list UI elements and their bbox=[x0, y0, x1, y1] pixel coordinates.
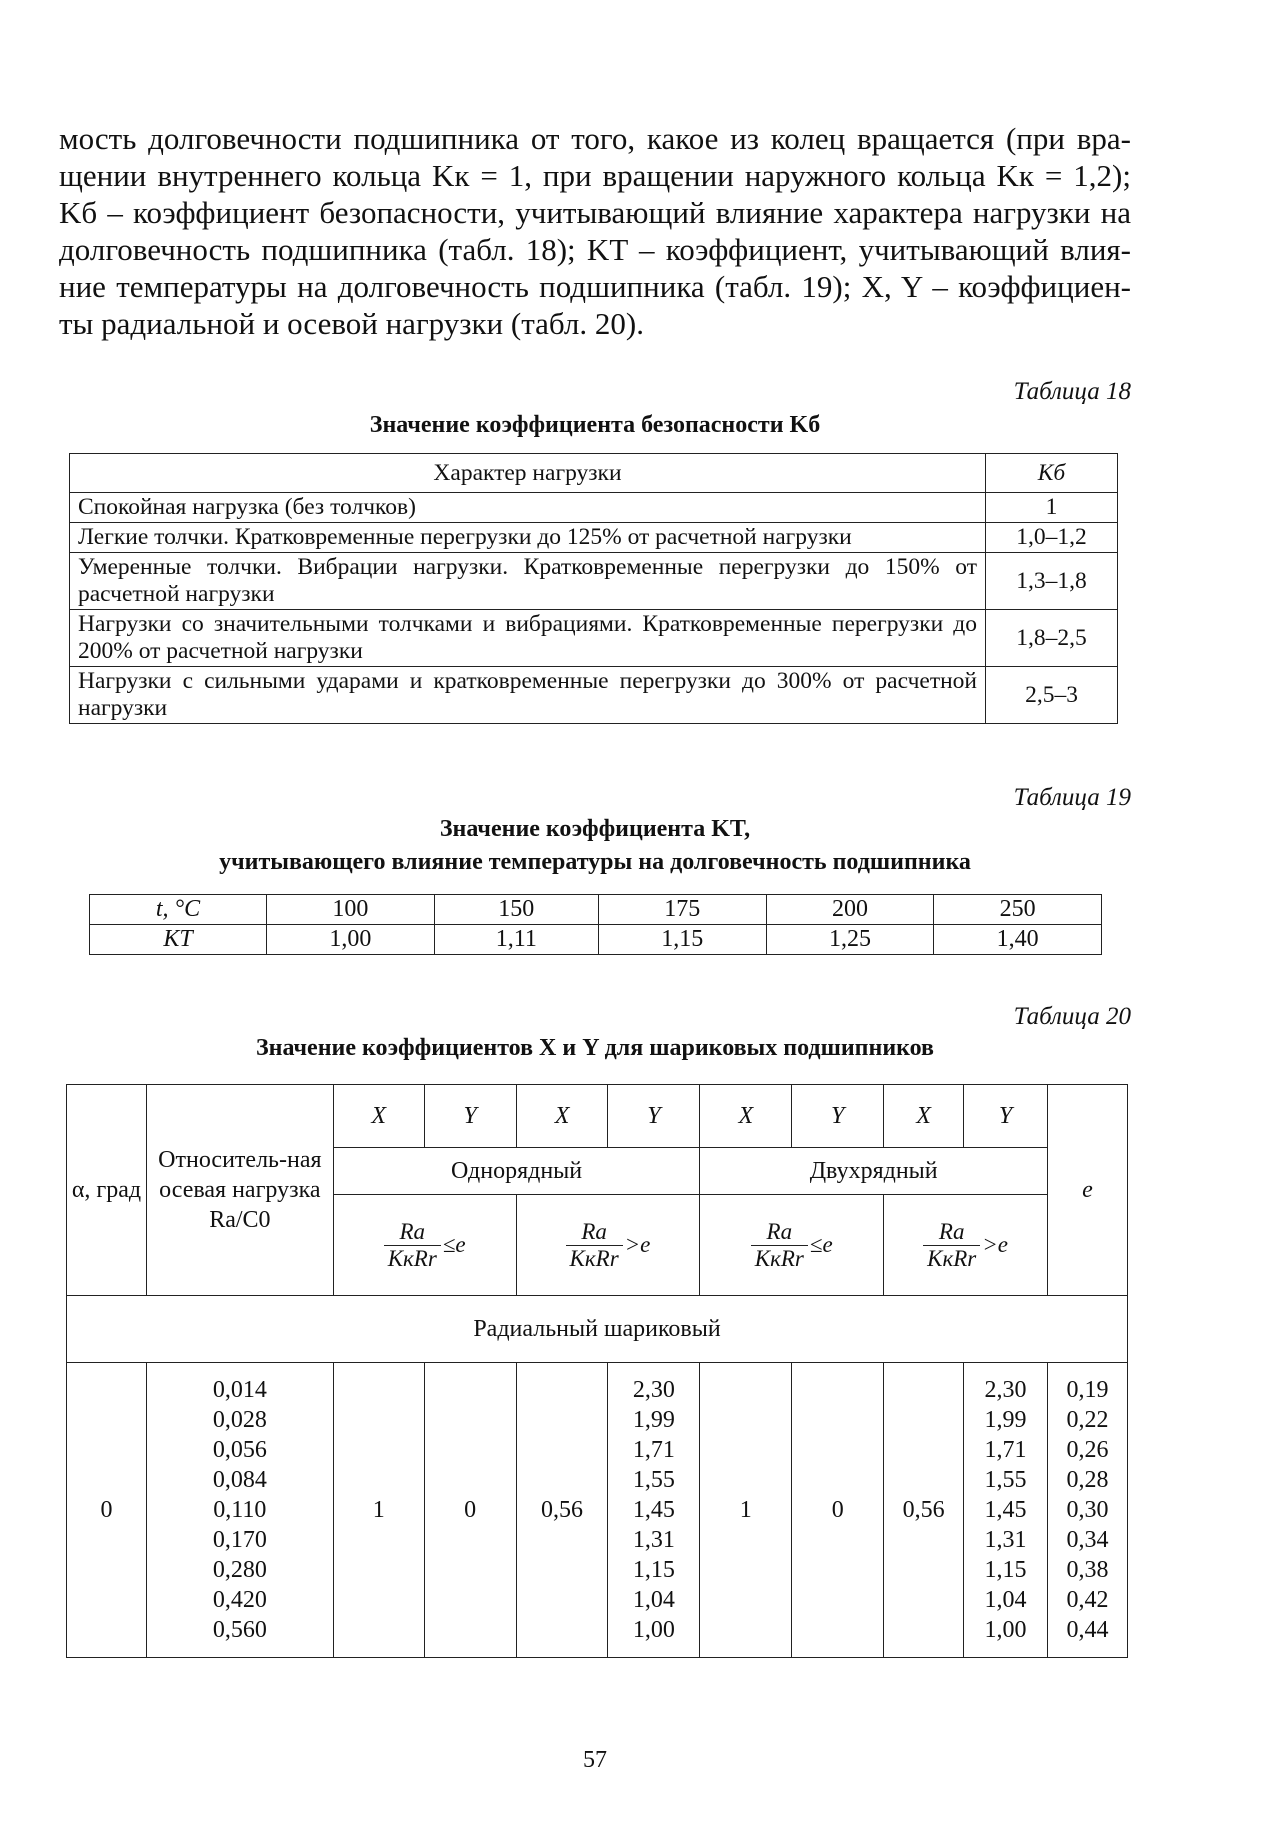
table18-cell: 1,0–1,2 bbox=[986, 523, 1118, 553]
double-row-header: Двухрядный bbox=[700, 1148, 1048, 1195]
table19-cell: 150 bbox=[434, 895, 598, 925]
table18 bbox=[69, 453, 1118, 724]
table20-title: Значение коэффициентов X и Y для шариковых подшипников bbox=[255, 1035, 935, 1061]
y-header: Y bbox=[964, 1085, 1048, 1148]
condition-gt-double: Ra KкRr >e bbox=[884, 1195, 1048, 1296]
table18-cell: Легкие толчки. Кратковременные перегрузки до 125% от расчетной нагрузки bbox=[70, 523, 986, 553]
y-header: Y bbox=[424, 1085, 516, 1148]
x-value: 1 bbox=[333, 1363, 424, 1658]
table19-title-line1: Значение коэффициента KT, bbox=[439, 816, 751, 842]
x-value: 0,56 bbox=[516, 1363, 608, 1658]
y-value: 0 bbox=[792, 1363, 884, 1658]
table19-cell: 175 bbox=[598, 895, 766, 925]
table19-title-line2: учитывающего влияние температуры на долговечность подшипника bbox=[219, 849, 971, 875]
table19-row-label: t, °C bbox=[90, 895, 267, 925]
table18-number: Таблица 18 bbox=[1013, 378, 1131, 405]
y-header: Y bbox=[608, 1085, 700, 1148]
table19 bbox=[89, 894, 1102, 955]
table18-title: Значение коэффициента безопасности Kб bbox=[369, 412, 821, 438]
table19-cell: 100 bbox=[267, 895, 435, 925]
table19-cell: 1,11 bbox=[434, 925, 598, 955]
table18-cell: 1 bbox=[986, 493, 1118, 523]
paragraph-line: щении внутреннего кольца Kк = 1, при вращении наружного кольца Kк = 1,2); bbox=[59, 158, 1131, 193]
table18-cell: 1,3–1,8 bbox=[986, 553, 1118, 610]
y-header: Y bbox=[792, 1085, 884, 1148]
table20 bbox=[66, 1084, 1128, 1658]
intro-paragraph bbox=[59, 120, 1131, 342]
paragraph-line: ние температуры на долговечность подшипника (табл. 19); X, Y – коэффициен- bbox=[59, 269, 1131, 304]
load-header: Относитель-ная осевая нагрузка Ra/C0 bbox=[146, 1085, 333, 1296]
table18-cell: Спокойная нагрузка (без толчков) bbox=[70, 493, 986, 523]
table18-cell: 1,8–2,5 bbox=[986, 610, 1118, 667]
table18-header-kb: Kб bbox=[986, 454, 1118, 493]
condition-le-double: Ra KкRr ≤e bbox=[700, 1195, 884, 1296]
table19-cell: 200 bbox=[766, 895, 934, 925]
table18-cell: Умеренные толчки. Вибрации нагрузки. Кратковременные перегрузки до 150% от расчетной нагрузки bbox=[70, 553, 986, 610]
table18-cell: Нагрузки со значительными толчками и вибрациями. Кратковременные перегрузки до 200% от расчетной нагрузки bbox=[70, 610, 986, 667]
x-value: 1 bbox=[700, 1363, 792, 1658]
ra-c0-column: 0,014 0,028 0,056 0,084 0,110 0,170 0,280 0,420 0,560 bbox=[146, 1363, 333, 1658]
table19-number: Таблица 19 bbox=[1013, 784, 1131, 811]
y-column-single: 2,30 1,99 1,71 1,55 1,45 1,31 1,15 1,04 1,00 bbox=[608, 1363, 700, 1658]
paragraph-line: мость долговечности подшипника от того, какое из колец вращается (при вра- bbox=[59, 121, 1131, 156]
table19-cell: 250 bbox=[934, 895, 1102, 925]
table19-cell: 1,15 bbox=[598, 925, 766, 955]
condition-gt-single: Ra KкRr >e bbox=[516, 1195, 700, 1296]
single-row-header: Однорядный bbox=[333, 1148, 700, 1195]
alpha-header: α, град bbox=[67, 1085, 147, 1296]
table18-cell: 2,5–3 bbox=[986, 667, 1118, 724]
alpha-value: 0 bbox=[67, 1363, 147, 1658]
paragraph-line: ты радиальной и осевой нагрузки (табл. 20). bbox=[59, 306, 644, 341]
x-header: X bbox=[333, 1085, 424, 1148]
section-radial-ball: Радиальный шариковый bbox=[67, 1296, 1128, 1363]
table18-header-load: Характер нагрузки bbox=[70, 454, 986, 493]
e-header: e bbox=[1047, 1085, 1127, 1296]
x-value: 0,56 bbox=[884, 1363, 964, 1658]
table19-row-label: KT bbox=[90, 925, 267, 955]
page-number: 57 bbox=[583, 1747, 607, 1773]
table19-cell: 1,00 bbox=[267, 925, 435, 955]
paragraph-line: долговечность подшипника (табл. 18); KT – коэффициент, учитывающий влия- bbox=[59, 232, 1131, 267]
e-column: 0,19 0,22 0,26 0,28 0,30 0,34 0,38 0,42 0,44 bbox=[1047, 1363, 1127, 1658]
table20-number: Таблица 20 bbox=[1013, 1003, 1131, 1030]
table19-cell: 1,25 bbox=[766, 925, 934, 955]
condition-le-single: Ra KкRr ≤e bbox=[333, 1195, 516, 1296]
x-header: X bbox=[884, 1085, 964, 1148]
x-header: X bbox=[700, 1085, 792, 1148]
y-value: 0 bbox=[424, 1363, 516, 1658]
y-column-double: 2,30 1,99 1,71 1,55 1,45 1,31 1,15 1,04 1,00 bbox=[964, 1363, 1048, 1658]
table19-cell: 1,40 bbox=[934, 925, 1102, 955]
table18-cell: Нагрузки с сильными ударами и кратковременные перегрузки до 300% от расчетной нагрузки bbox=[70, 667, 986, 724]
paragraph-line: Kб – коэффициент безопасности, учитывающий влияние характера нагрузки на bbox=[59, 195, 1131, 230]
x-header: X bbox=[516, 1085, 608, 1148]
